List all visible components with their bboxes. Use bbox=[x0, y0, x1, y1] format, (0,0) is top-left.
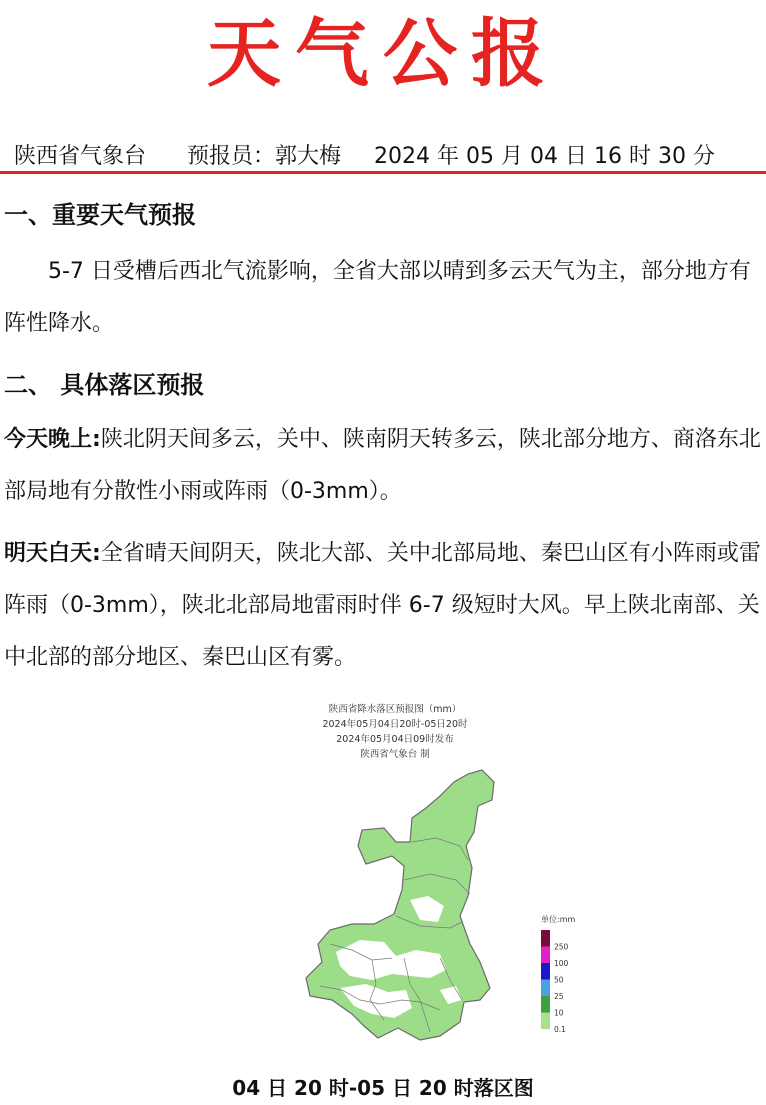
header-divider bbox=[0, 171, 766, 174]
map-title-1: 陕西省降水落区预报图（mm） bbox=[328, 704, 462, 715]
province-outline bbox=[306, 770, 494, 1040]
legend-label-0.1: 0.1 bbox=[554, 1025, 566, 1034]
section-heading-areas: 二、 具体落区预报 bbox=[4, 371, 205, 399]
map-title-4: 陕西省气象台 制 bbox=[360, 749, 430, 760]
precip-map-header bbox=[270, 702, 520, 762]
no-rain-area-east bbox=[440, 986, 462, 1004]
no-rain-area-north bbox=[410, 896, 444, 922]
city-boundaries bbox=[320, 838, 470, 1032]
legend-swatch-10 bbox=[541, 996, 550, 1013]
legend-label-100: 100 bbox=[554, 959, 569, 968]
legend-label-10: 10 bbox=[554, 1008, 564, 1018]
tonight-paragraph bbox=[4, 414, 762, 518]
no-rain-area-guanzhong bbox=[336, 940, 446, 980]
legend-swatch-25 bbox=[541, 980, 550, 997]
byline bbox=[14, 142, 764, 172]
legend-swatch-100 bbox=[541, 947, 550, 964]
issue-datetime: 2024 年 05 月 04 日 16 时 30 分 bbox=[374, 144, 715, 169]
tonight-text: 陕北阴天间多云，关中、陕南阴天转多云，陕北部分地方、商洛东北部局地有分散性小雨或阵雨（0-3mm）。 bbox=[4, 427, 761, 504]
legend-swatch-50 bbox=[541, 963, 550, 980]
legend bbox=[541, 930, 569, 1034]
legend-unit: 单位:mm bbox=[541, 915, 576, 924]
tomorrow-label: 明天白天: bbox=[4, 541, 101, 566]
map-title-2: 2024年05月04日20时-05日20时 bbox=[322, 719, 468, 730]
legend-label-250: 250 bbox=[554, 942, 569, 952]
bulletin-title: 天气公报 bbox=[207, 11, 559, 97]
legend-label-50: 50 bbox=[554, 975, 564, 985]
tomorrow-text: 全省晴天间阴天，陕北大部、关中北部局地、秦巴山区有小阵雨或雷阵雨（0-3mm），陕北北部局地雷雨时伴 6-7 级短时大风。早上陕北南部、关中北部的部分地区、秦巴山区有雾。 bbox=[4, 541, 761, 670]
section-heading-important: 一、重要天气预报 bbox=[4, 201, 196, 229]
no-rain-area-south bbox=[340, 984, 412, 1018]
tomorrow-paragraph bbox=[4, 528, 762, 684]
map-caption: 04 日 20 时-05 日 20 时落区图 bbox=[232, 1076, 534, 1100]
map-title-3: 2024年05月04日09时发布 bbox=[336, 734, 454, 745]
legend-swatch-0.1 bbox=[541, 1013, 550, 1030]
tonight-label: 今天晚上: bbox=[4, 427, 101, 452]
legend-label-25: 25 bbox=[554, 992, 564, 1001]
section-important-text: 5-7 日受槽后西北气流影响，全省大部以晴到多云天气为主，部分地方有阵性降水。 bbox=[4, 259, 751, 336]
office-name: 陕西省气象台 bbox=[14, 144, 147, 169]
forecaster: 预报员：郭大梅 bbox=[187, 144, 342, 169]
legend-swatch-250 bbox=[541, 930, 550, 947]
